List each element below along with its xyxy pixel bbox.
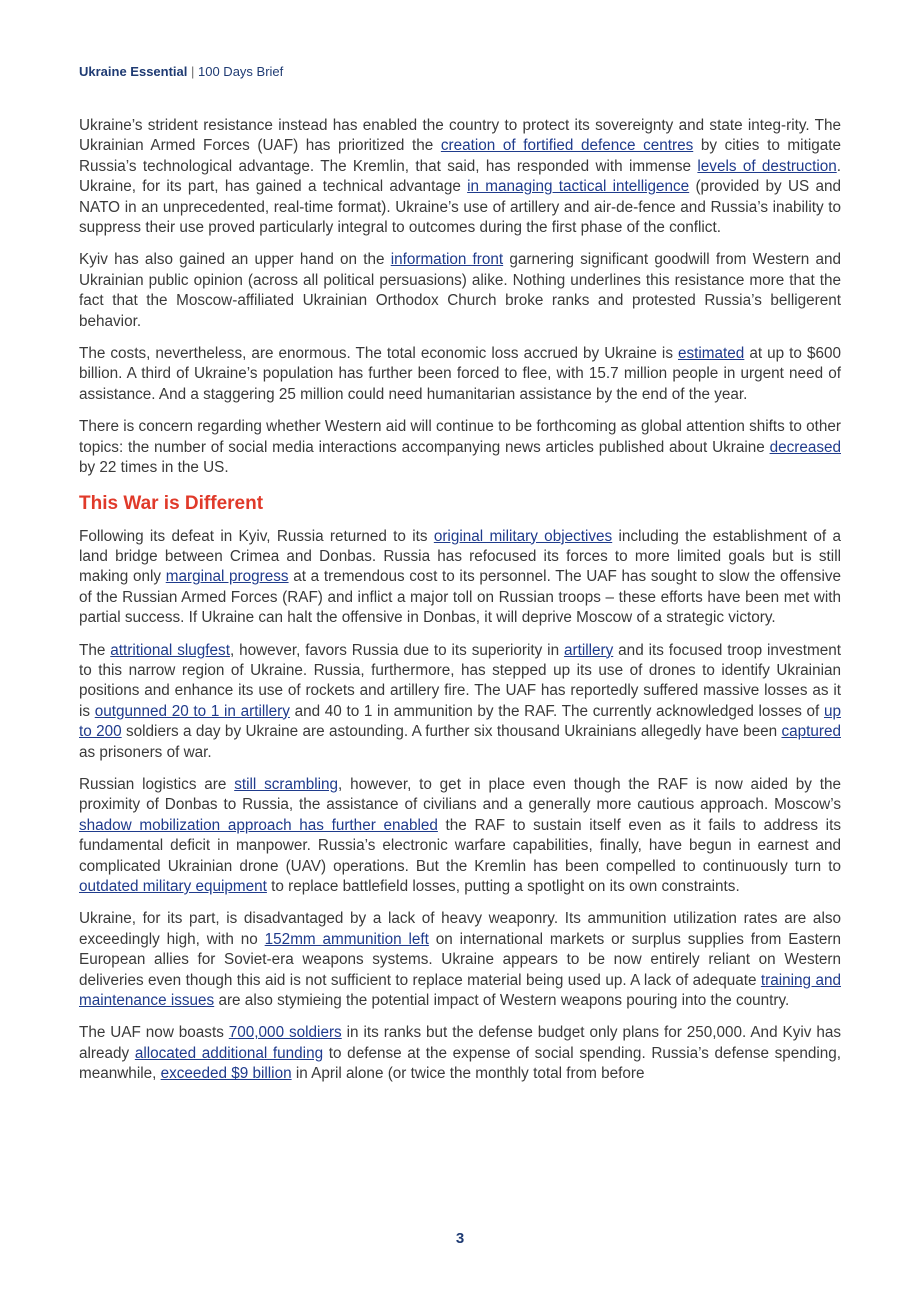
header-separator: | <box>187 64 198 79</box>
text: Ukraine, for its part, is disadvantaged by a lack of heavy weaponry. Its ammunition utilization rates are also exceedingly high, with no <box>79 910 841 948</box>
text: to defense at the expense of social spending. Russia’s defense spending, meanwhile, <box>79 1044 841 1083</box>
text: by 22 times in the US. <box>79 459 229 477</box>
paragraph-heavy-weaponry <box>79 909 841 1011</box>
running-header <box>79 64 283 79</box>
text: The UAF now boasts <box>79 1024 229 1042</box>
paragraph-information-front <box>79 250 841 332</box>
text: Ukraine’s strident resistance instead has enabled the country to protect its sovereignty and state integ-rity. The Ukrainian Armed Forces (UAF) has prioritized the <box>79 117 841 155</box>
link-information-front[interactable]: information front <box>390 251 504 269</box>
paragraph-defense-budget <box>79 1023 841 1084</box>
link-152mm-ammunition[interactable]: 152mm ammunition left <box>264 930 429 948</box>
link-allocated-funding[interactable]: allocated additional funding <box>134 1044 324 1062</box>
link-levels-of-destruction[interactable]: levels of destruction <box>697 157 837 175</box>
text: in April alone (or twice the monthly total from before <box>291 1065 645 1083</box>
text: garnering significant goodwill from Western and Ukrainian public opinion (across all political persuasions) alike. Nothing underlines this resistance more that the fact that the Moscow-affiliated Ukrainian Orthodox Church broke ranks and protested Russia’s belligerent behavior. <box>79 251 841 330</box>
text: are also stymieing the potential impact of Western weapons pouring into the country. <box>214 992 790 1010</box>
paragraph-attritional-slugfest <box>79 641 841 763</box>
paragraph-resistance <box>79 116 841 238</box>
section-heading: This War is Different <box>79 492 264 514</box>
link-still-scrambling[interactable]: still scrambling <box>234 775 339 793</box>
paragraph-costs <box>79 344 841 405</box>
text: and 40 to 1 in ammunition by the RAF. The currently acknowledged losses of <box>289 702 824 720</box>
text: (provided by US and NATO in an unprecedented, real-time format). Ukraine’s use of artillery and air-de-fence and Russia’s inability to suppress their use proved particularly integral to outcomes during the first phase of the conflict. <box>79 178 841 237</box>
text: including the establishment of a land bridge between Crimea and Donbas. Russia has refocused its forces to more limited goals but is still making only <box>79 527 841 586</box>
text: on international markets or surplus supplies from Eastern European allies for Soviet-era weapons systems. Ukraine appears to be now entirely reliant on Western deliveries even though this aid is not sufficient to replace material being used up. A lack of adequate <box>79 930 841 989</box>
text: . Ukraine, for its part, has gained a technical advantage <box>79 157 841 196</box>
text: , however, favors Russia due to its superiority in <box>229 641 564 659</box>
text: at up to $600 billion. A third of Ukraine’s population has further been forced to flee, with 15.7 million people in urgent need of assistance. And a staggering 25 million could need humanitarian assistance by the end of the year. <box>79 345 841 403</box>
text: as prisoners of war. <box>79 743 212 761</box>
page-number: 3 <box>455 1230 465 1247</box>
text: soldiers a day by Ukraine are astounding. A further six thousand Ukrainians allegedly have been <box>121 723 782 741</box>
text: There is concern regarding whether Western aid will continue to be forthcoming as global attention shifts to other topics: the number of social media interactions accompanying news articles published about Ukraine <box>79 418 841 456</box>
text: Kyiv has also gained an upper hand on the <box>79 251 391 269</box>
link-tactical-intelligence[interactable]: in managing tactical intelligence <box>467 178 690 196</box>
link-original-military-objectives[interactable]: original military objectives <box>433 527 613 545</box>
link-attritional-slugfest[interactable]: attritional slugfest <box>110 641 230 659</box>
text: , however, to get in place even though the RAF is now aided by the proximity of Donbas to Russia, the assistance of civilians and a generally more cautious approach. Moscow’s <box>79 775 841 814</box>
text: Russian logistics are <box>79 775 235 793</box>
text: The costs, nevertheless, are enormous. The total economic loss accrued by Ukraine is <box>79 345 678 363</box>
text: the RAF to sustain itself even as it fails to address its fundamental deficit in manpower. Russia’s electronic warfare capabilities, finally, have begun in earnest and complicated Ukrainian drone (UAV) operations. But the Kremlin has been compelled to continuously turn to <box>79 816 841 875</box>
link-outdated-military-equipment[interactable]: outdated military equipment <box>79 878 267 895</box>
link-shadow-mobilization[interactable]: shadow mobilization approach has further enabled <box>79 816 438 834</box>
link-estimated[interactable]: estimated <box>678 345 745 363</box>
paragraph-defeat-in-kyiv <box>79 527 841 629</box>
link-up-to-200[interactable]: up to 200 <box>79 702 841 741</box>
paragraph-western-aid <box>79 417 841 478</box>
link-outgunned[interactable]: outgunned 20 to 1 in artillery <box>94 702 290 720</box>
text: in its ranks but the defense budget only plans for 250,000. And Kyiv has already <box>79 1024 841 1062</box>
link-decreased[interactable]: decreased <box>769 438 841 456</box>
text: at a tremendous cost to its personnel. The UAF has sought to slow the offensive of the Russian Armed Forces (RAF) and inflict a major toll on Russian troops – these efforts have been met with partial success. If Ukraine can halt the offensive in Donbas, it will deprive Moscow of a strategic victory. <box>79 568 842 627</box>
publication-subtitle: 100 Days Brief <box>198 64 284 79</box>
link-fortified-defence-centres[interactable]: creation of fortified defence centres <box>440 137 694 155</box>
link-artillery[interactable]: artillery <box>563 641 614 659</box>
text: to replace battlefield losses, putting a spotlight on its own constraints. <box>266 878 740 895</box>
article-body <box>79 116 841 1097</box>
link-exceeded-9-billion[interactable]: exceeded $9 billion <box>160 1065 292 1083</box>
link-training-maintenance[interactable]: training and maintenance issues <box>79 971 841 1010</box>
link-marginal-progress[interactable]: marginal progress <box>165 568 289 586</box>
link-captured[interactable]: captured <box>781 723 841 741</box>
text: Following its defeat in Kyiv, Russia returned to its <box>79 527 434 545</box>
text: and its focused troop investment to this narrow region of Ukraine. Russia, furthermore, has stepped up its use of drones to identify Ukrainian positions and enhance its use of rockets and artillery fire. The UAF has reportedly suffered massive losses as it is <box>79 641 842 720</box>
link-700000-soldiers[interactable]: 700,000 soldiers <box>228 1024 342 1042</box>
text: by cities to mitigate Russia’s technological advantage. The Kremlin, that said, has responded with immense <box>79 137 841 175</box>
paragraph-russian-logistics <box>79 775 841 897</box>
text: The <box>79 641 111 659</box>
publication-brand: Ukraine Essential <box>79 64 188 79</box>
